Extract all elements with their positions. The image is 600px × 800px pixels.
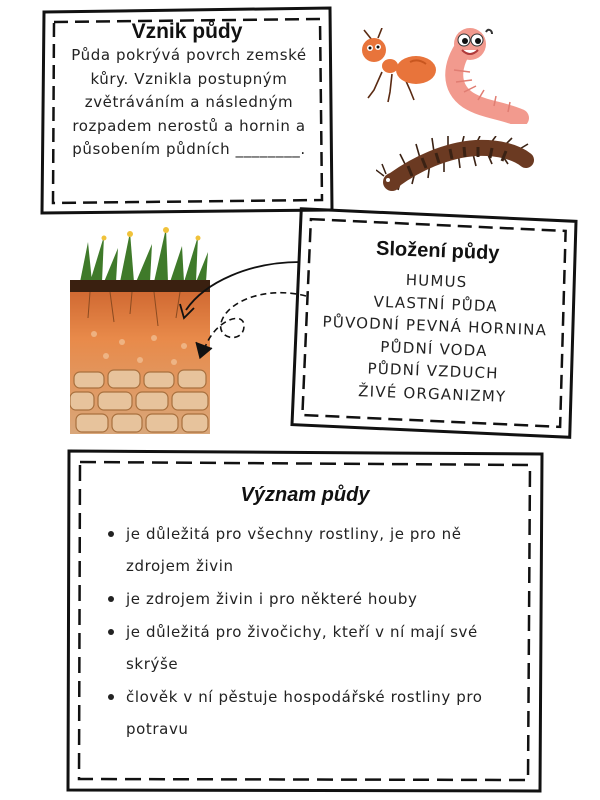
bullet-icon <box>108 531 114 537</box>
list-item: PŮVODNÍ PEVNÁ HORNINA <box>322 312 548 340</box>
list-item-text: je důležitá pro živočichy, kteří v ní mají své skrýše <box>126 623 478 673</box>
list-item <box>108 518 518 582</box>
soil-importance-list <box>108 518 518 746</box>
list-item: HUMUS <box>405 270 468 292</box>
soil-origin-title: Vznik půdy <box>131 20 243 43</box>
soil-importance-title: Význam půdy <box>240 484 370 506</box>
list-item: PŮDNÍ VODA <box>380 337 488 360</box>
bullet-icon <box>108 596 114 602</box>
soil-composition-title: Složení půdy <box>375 237 500 265</box>
list-item-text: člověk v ní pěstuje hospodářské rostliny pro potravu <box>126 688 483 738</box>
soil-origin-text: Půda pokrývá povrch zemské kůry. Vznikla postupným zvětráváním a následným rozpadem nerostů a hornin a působením půdních ________. <box>71 46 307 158</box>
list-item: ŽIVÉ ORGANIZMY <box>357 381 507 406</box>
list-item <box>108 616 518 680</box>
soil-composition-list <box>289 265 580 411</box>
list-item <box>108 583 518 615</box>
bullet-icon <box>108 629 114 635</box>
list-item: PŮDNÍ VZDUCH <box>367 359 500 383</box>
list-item-text: je důležitá pro všechny rostliny, je pro ně zdrojem živin <box>126 525 462 575</box>
soil-importance-card <box>64 446 546 796</box>
list-item: VLASTNÍ PŮDA <box>373 292 499 315</box>
list-item-text: je zdrojem živin i pro některé houby <box>126 590 418 608</box>
soil-composition-card <box>288 203 583 444</box>
bullet-icon <box>108 694 114 700</box>
list-item <box>108 681 518 745</box>
